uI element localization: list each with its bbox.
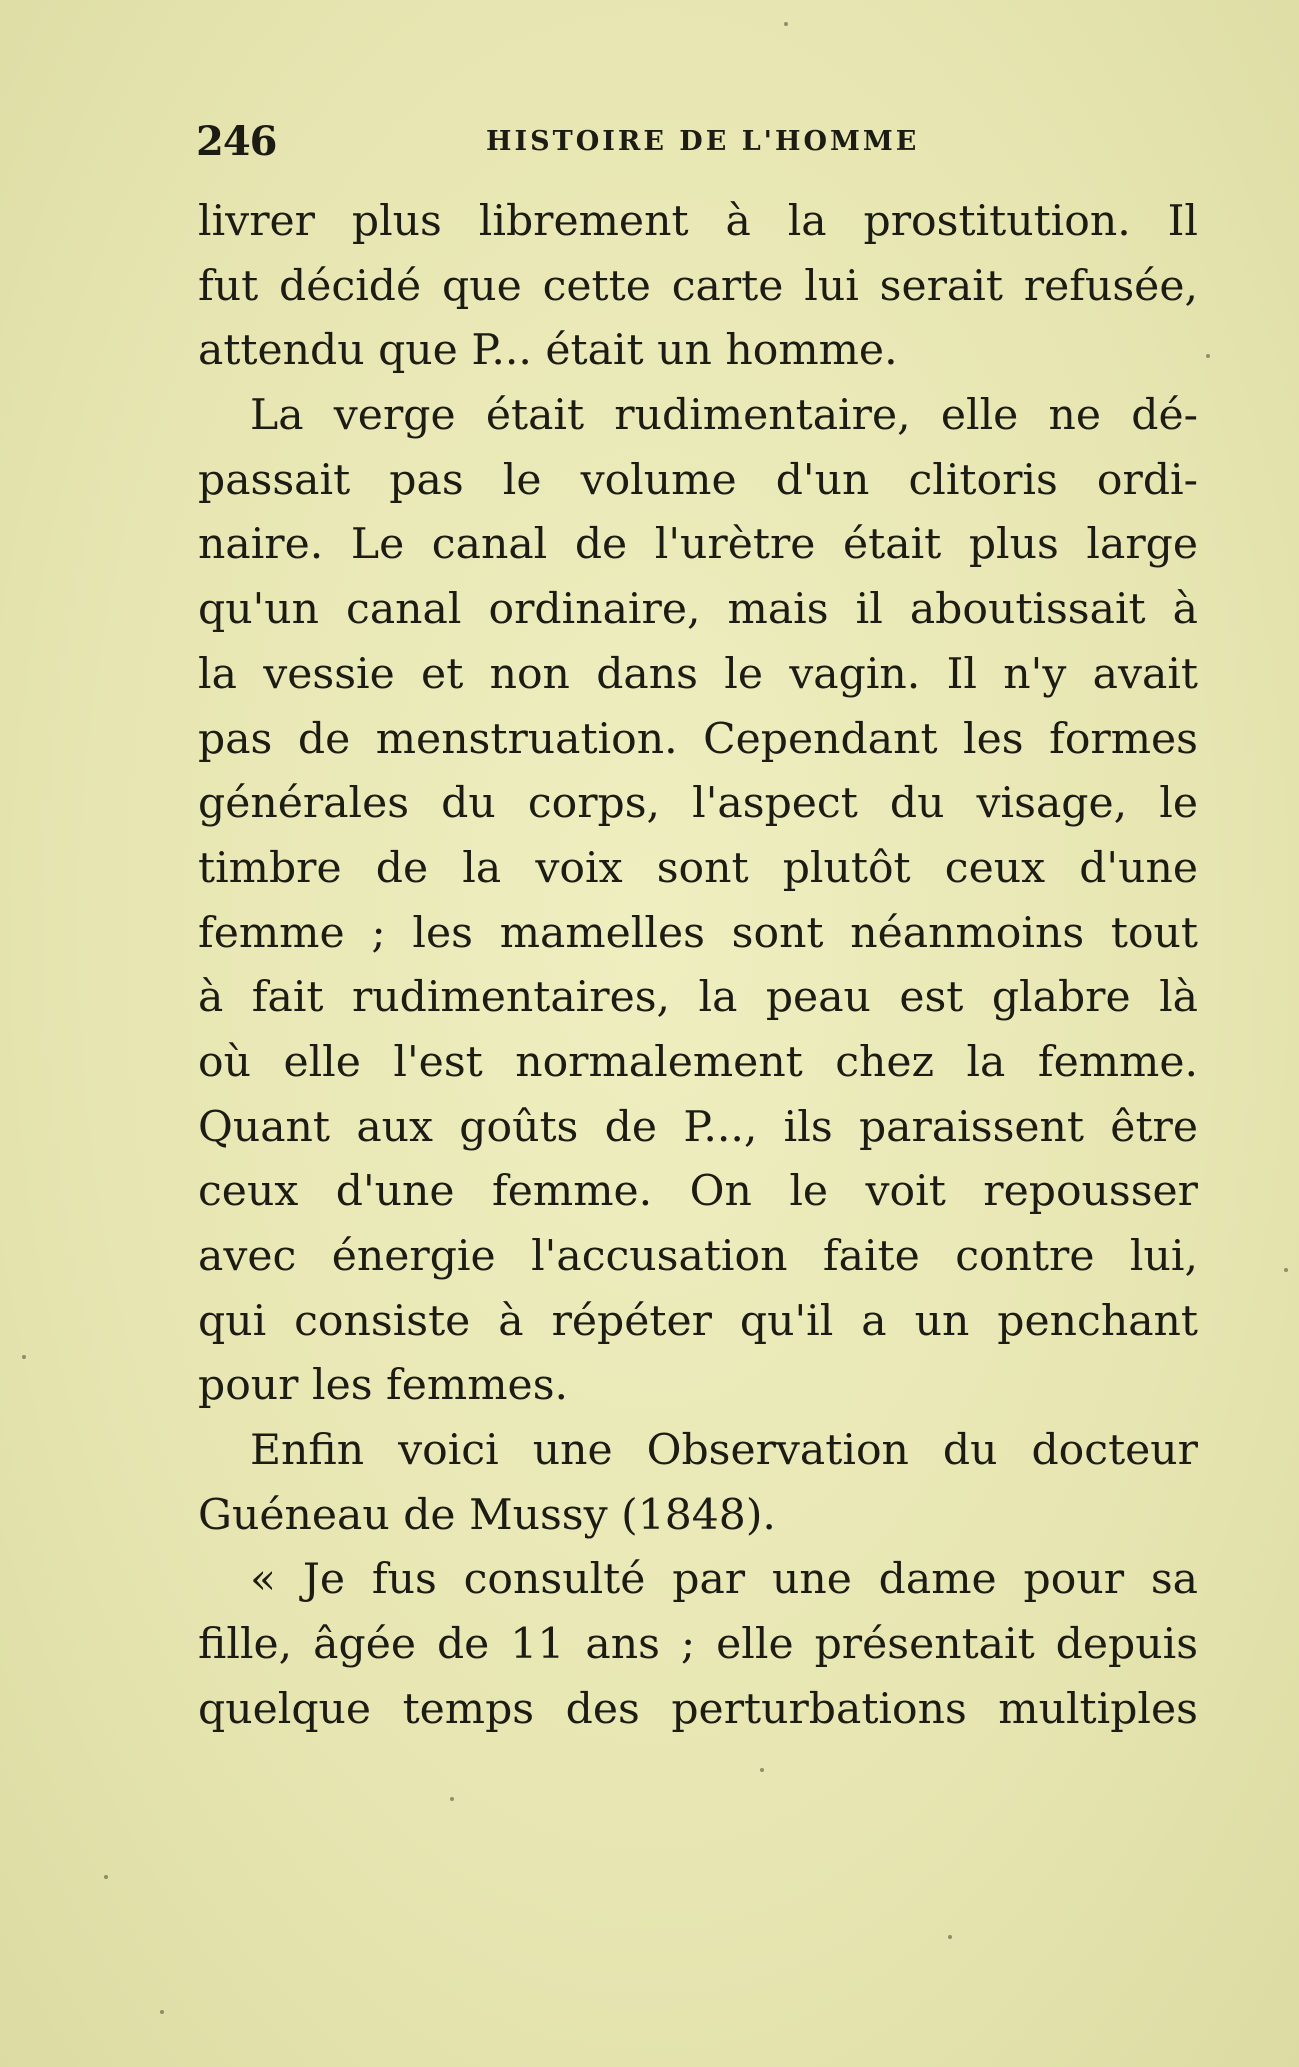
text-line: fut décidé que cette carte lui serait refusée, [198,261,1198,311]
text-line: pas de menstruation. Cependant les formes [198,714,1198,764]
running-head [196,118,920,168]
page-number: 246 [196,118,277,165]
text-line: « Je fus consulté par une dame pour sa [250,1555,1198,1605]
running-title: HISTOIRE DE L'HOMME [486,126,920,157]
text-line: Quant aux goûts de P..., ils paraissent être [198,1102,1198,1152]
text-line: femme ; les mamelles sont néanmoins tout [198,908,1198,958]
text-line: pour les femmes. [198,1361,569,1411]
text-line: Guéneau de Mussy (1848). [198,1490,776,1540]
text-line: fille, âgée de 11 ans ; elle présentait depuis [198,1620,1198,1670]
text-line: attendu que P... était un homme. [198,326,898,376]
paper-speck [948,1935,952,1939]
text-line: livrer plus librement à la prostitution. Il [198,197,1198,246]
paper-speck [784,22,788,26]
text-line: passait pas le volume d'un clitoris ordi- [198,455,1198,505]
text-line: timbre de la voix sont plutôt ceux d'une [198,843,1198,893]
text-line: quelque temps des perturbations multiples [198,1684,1198,1734]
text-line: qui consiste à répéter qu'il a un penchant [198,1296,1198,1346]
text-line: naire. Le canal de l'urètre était plus large [198,520,1198,570]
text-line: la vessie et non dans le vagin. Il n'y avait [198,649,1198,699]
text-line: générales du corps, l'aspect du visage, le [198,779,1198,829]
body-text [198,190,1198,1743]
text-line: avec énergie l'accusation faite contre lui, [198,1232,1198,1281]
paper-speck [22,1355,26,1359]
paper-speck [450,1797,454,1801]
paper-speck [1284,1268,1288,1272]
text-line: La verge était rudimentaire, elle ne dé- [250,391,1198,441]
text-line: Enfin voici une Observation du docteur [250,1426,1198,1476]
paper-speck [104,1875,108,1879]
paper-speck [760,1768,764,1772]
paper-speck [160,2010,164,2014]
text-line: qu'un canal ordinaire, mais il aboutissait à [198,585,1198,635]
text-line: à fait rudimentaires, la peau est glabre là [198,973,1198,1023]
text-line: ceux d'une femme. On le voit repousser [198,1167,1198,1217]
paper-speck [1206,354,1210,358]
text-line: où elle l'est normalement chez la femme. [198,1037,1198,1087]
